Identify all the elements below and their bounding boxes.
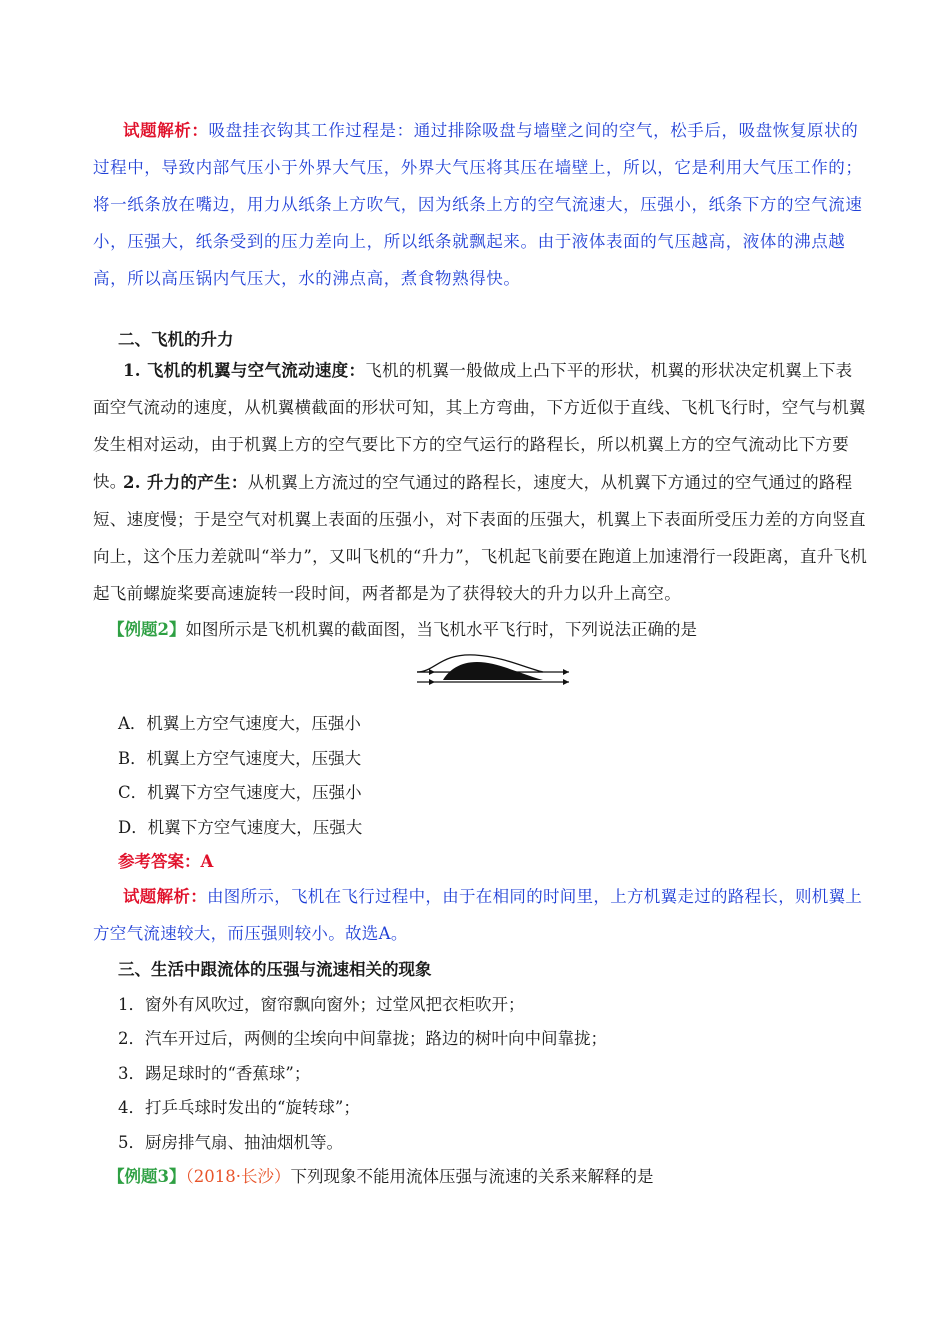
example-2-text: 如图所示是飞机机翼的截面图，当飞机水平飞行时，下列说法正确的是 <box>185 620 697 639</box>
airfoil-diagram-icon <box>415 650 571 690</box>
section-2-paragraph-2 <box>93 464 868 612</box>
list-item: 2．汽车开过后，两侧的尘埃向中间靠拢；路边的树叶向中间靠拢； <box>118 1029 607 1048</box>
list-item: 5．厨房排气扇、抽油烟机等。 <box>118 1133 343 1152</box>
paragraph-2-text: 从机翼上方流过的空气通过的路程长，速度大，从机翼下方通过的空气通过的路程短、速度慢；于是空气对机翼上表面的压强小，对下表面的压强大，机翼上下表面所受压力差的方向竖直向上，这个压力差就叫“举力”，又叫飞机的“升力”，飞机起飞前要在跑道上加速滑行一段距离，直升飞机起飞前螺旋桨要高速旋转一段时间，两者都是为了获得较大的升力以升上高空。 <box>93 473 868 603</box>
example-3-source: （2018·长沙） <box>185 1167 291 1186</box>
analysis-text: 吸盘挂衣钩其工作过程是：通过排除吸盘与墙壁之间的空气，松手后，吸盘恢复原状的过程中，导致内部气压小于外界大气压，外界大气压将其压在墙壁上，所以，它是利用大气压工作的；将一纸条放在嘴边，用力从纸条上方吹气，因为纸条上方的空气流速大，压强小，纸条下方的空气流速小，压强大，纸条受到的压力差向上，所以纸条就飘起来。由于液体表面的气压越高，液体的沸点越高，所以高压锅内气压大，水的沸点高，煮食物熟得快。 <box>93 121 863 288</box>
example-3-label: 【例题3】 <box>108 1167 186 1186</box>
option-c: C．机翼下方空气速度大，压强小 <box>118 783 362 802</box>
paragraph-1-text: 飞机的机翼一般做成上凸下平的形状，机翼的形状决定机翼上下表面空气流动的速度，从机翼横截面的形状可知，其上方弯曲，下方近似于直线、飞机飞行时，空气与机翼发生相对运动，由于机翼上方的空气要比下方的空气运行的路程长，所以机翼上方的空气流动比下方要快。 <box>93 361 866 491</box>
paragraph-2-label: 2. 升力的产生： <box>123 473 248 492</box>
list-item: 1．窗外有风吹过，窗帘飘向窗外；过堂风把衣柜吹开； <box>118 995 525 1014</box>
list-item: 3．踢足球时的“香蕉球”； <box>118 1064 311 1083</box>
example-2-label: 【例题2】 <box>108 620 186 639</box>
paragraph-1-label: 1. 飞机的机翼与空气流动速度： <box>123 361 366 380</box>
example-3-text: 下列现象不能用流体压强与流速的关系来解释的是 <box>290 1167 654 1186</box>
example-3-question <box>108 1165 653 1189</box>
analysis-2-text: 由图所示，飞机在飞行过程中，由于在相同的时间里，上方机翼走过的路程长，则机翼上方空气流速较大，而压强则较小。故选A。 <box>93 887 863 943</box>
analysis-paragraph-1 <box>93 112 868 297</box>
analysis-paragraph-2 <box>93 878 868 952</box>
example-2-answer <box>118 850 213 874</box>
option-a: A．机翼上方空气速度大，压强小 <box>118 714 361 733</box>
list-item: 4．打乒乓球时发出的“旋转球”； <box>118 1098 360 1117</box>
section-3-title: 三、生活中跟流体的压强与流速相关的现象 <box>118 960 432 979</box>
answer-value: A <box>200 852 214 871</box>
example-2-question <box>108 618 697 642</box>
section-2-title: 二、飞机的升力 <box>118 330 234 349</box>
option-b: B．机翼上方空气速度大，压强大 <box>118 749 362 768</box>
answer-label: 参考答案： <box>118 852 201 871</box>
analysis-2-label: 试题解析： <box>123 887 207 906</box>
analysis-label: 试题解析： <box>123 121 209 140</box>
option-d: D．机翼下方空气速度大，压强大 <box>118 818 363 837</box>
